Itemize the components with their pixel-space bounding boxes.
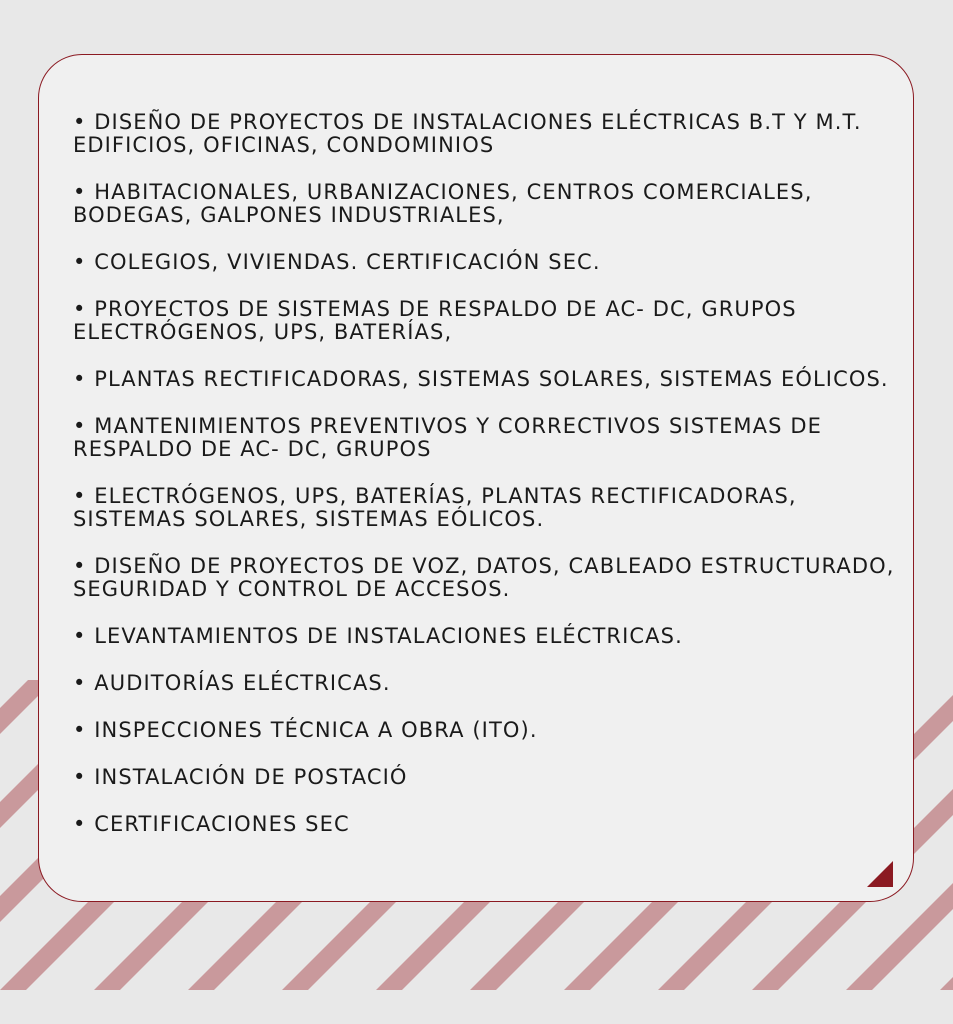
service-line: • HABITACIONALES, URBANIZACIONES, CENTROS COMERCIALES,: [73, 180, 813, 204]
service-line: EDIFICIOS, OFICINAS, CONDOMINIOS: [73, 133, 495, 157]
service-item: [73, 719, 893, 742]
service-item: [73, 181, 893, 227]
service-line: • LEVANTAMIENTOS DE INSTALACIONES ELÉCTRICAS.: [73, 624, 683, 648]
service-line: ELECTRÓGENOS, UPS, BATERÍAS,: [73, 320, 453, 344]
service-line: • PROYECTOS DE SISTEMAS DE RESPALDO DE AC- DC, GRUPOS: [73, 297, 797, 321]
service-item: [73, 368, 893, 391]
service-line: RESPALDO DE AC- DC, GRUPOS: [73, 437, 432, 461]
service-item: [73, 766, 893, 789]
service-line: • MANTENIMIENTOS PREVENTIVOS Y CORRECTIVOS SISTEMAS DE: [73, 414, 822, 438]
service-line: SISTEMAS SOLARES, SISTEMAS EÓLICOS.: [73, 507, 545, 531]
service-line: • AUDITORÍAS ELÉCTRICAS.: [73, 671, 391, 695]
service-line: • INSTALACIÓN DE POSTACIÓ: [73, 765, 408, 789]
service-item: [73, 555, 893, 601]
corner-triangle-icon: [867, 861, 893, 887]
service-line: • ELECTRÓGENOS, UPS, BATERÍAS, PLANTAS RECTIFICADORAS,: [73, 484, 797, 508]
service-item: [73, 672, 893, 695]
service-line: • DISEÑO DE PROYECTOS DE VOZ, DATOS, CABLEADO ESTRUCTURADO,: [73, 554, 895, 578]
service-line: • COLEGIOS, VIVIENDAS. CERTIFICACIÓN SEC.: [73, 250, 601, 274]
service-line: • INSPECCIONES TÉCNICA A OBRA (ITO).: [73, 718, 538, 742]
services-list: [73, 111, 893, 860]
services-card: [38, 54, 914, 902]
service-line: • PLANTAS RECTIFICADORAS, SISTEMAS SOLARES, SISTEMAS EÓLICOS.: [73, 367, 889, 391]
service-item: [73, 415, 893, 461]
service-item: [73, 298, 893, 344]
service-item: [73, 111, 893, 157]
service-item: [73, 625, 893, 648]
service-item: [73, 485, 893, 531]
service-line: • DISEÑO DE PROYECTOS DE INSTALACIONES ELÉCTRICAS B.T Y M.T.: [73, 110, 862, 134]
service-item: [73, 813, 893, 836]
service-line: SEGURIDAD Y CONTROL DE ACCESOS.: [73, 577, 511, 601]
service-line: BODEGAS, GALPONES INDUSTRIALES,: [73, 203, 505, 227]
service-item: [73, 251, 893, 274]
service-line: • CERTIFICACIONES SEC: [73, 812, 350, 836]
